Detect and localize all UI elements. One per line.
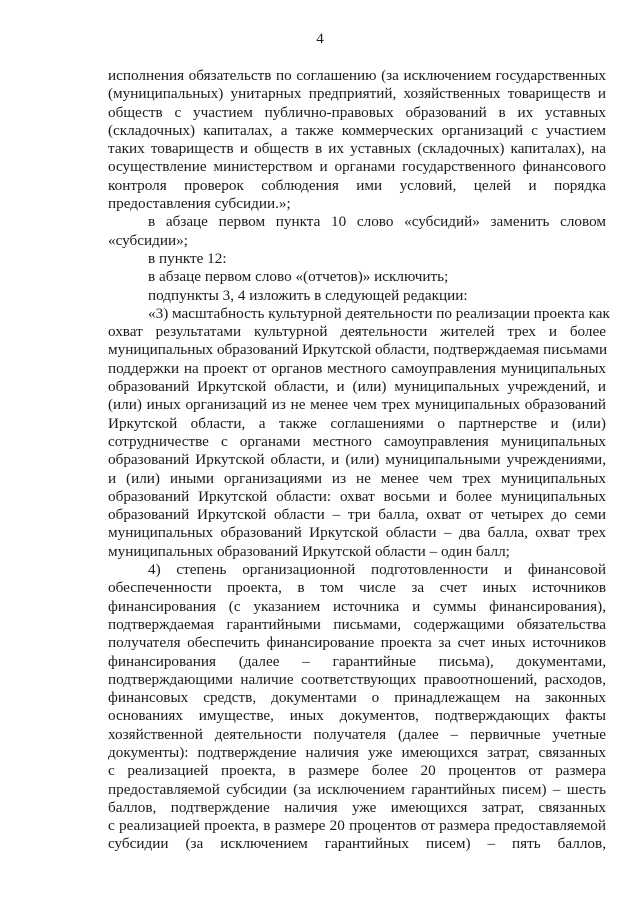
text-line: поддержки на проект от органов местного самоуправления муниципальных [108, 359, 606, 377]
text-line: образований Иркутской области, и (или) муниципальными учреждениями, [108, 451, 606, 469]
text-line: подпункты 3, 4 изложить в следующей редакции: [148, 286, 468, 304]
document-body [108, 67, 610, 854]
text-line: 4) степень организационной подготовленности и финансовой [148, 561, 606, 579]
text-line: «субсидии»; [108, 231, 188, 249]
text-line: Иркутской области, а также соглашениями о партнерстве и (или) [108, 414, 606, 432]
text-line: образований Иркутской области, и (или) муниципальных учреждений, и [108, 378, 606, 396]
text-line: получателя обеспечить финансирование проекта за счет иных источников [108, 634, 606, 652]
text-line: подтверждающими наличие соответствующих правоотношений, расходов, [108, 670, 606, 688]
text-line: «3) масштабность культурной деятельности по реализации проекта как [148, 304, 610, 322]
text-line: предоставления субсидии.»; [108, 195, 291, 213]
text-line: (муниципальных) унитарных предприятий, хозяйственных товариществ и [108, 85, 606, 103]
text-line: финансирования (с указанием источника и суммы финансирования), [108, 597, 606, 615]
text-line: (складочных) капиталах, а также коммерческих организаций с участием [108, 121, 606, 139]
text-line: предоставляемой субсидии (за исключением гарантийных писем) – шесть [108, 780, 606, 798]
page-number: 4 [316, 31, 324, 47]
text-line: с реализацией проекта, в размере 20 процентов от размера предоставляемой [108, 817, 606, 835]
text-line: муниципальных образований Иркутской области – два балла, охват трех [108, 524, 606, 542]
text-line: документы): подтверждение наличия уже имеющихся затрат, связанных [108, 743, 606, 761]
text-line: финансовых средств, документами о принадлежащем на законных [108, 689, 606, 707]
text-line: контроля проверок соблюдения ими условий, целей и порядка [108, 176, 606, 194]
text-line: в абзаце первом слово «(отчетов)» исключить; [148, 268, 449, 286]
text-line: баллов, подтверждение наличия уже имеющихся затрат, связанных [108, 798, 606, 816]
text-line: с реализацией проекта, в размере более 20 процентов от размера [108, 762, 606, 780]
text-line: муниципальных образований Иркутской области – один балл; [108, 542, 510, 560]
text-line: охват результатами культурной деятельности жителей трех и более [108, 323, 606, 341]
text-line: исполнения обязательств по соглашению (за исключением государственных [108, 67, 606, 84]
text-line: в пункте 12: [148, 249, 227, 267]
text-line: основаниях имуществе, иных документов, подтверждающих факты [108, 707, 606, 725]
text-line: муниципальных образований Иркутской области, подтверждаемая письмами [108, 341, 608, 359]
text-line: осуществление министерством и органами государственного финансового [108, 158, 606, 176]
text-line: сотрудничестве с органами местного самоуправления муниципальных [108, 432, 606, 450]
text-line: субсидии (за исключением гарантийных писем) – пять баллов, [108, 835, 606, 853]
text-line: финансирования (далее – гарантийные письма), документами, [108, 652, 606, 670]
text-line: в абзаце первом пункта 10 слово «субсидий» заменить словом [148, 213, 606, 231]
text-line: и (или) иными организациями из не менее чем трех муниципальных [108, 469, 606, 487]
text-line: таких товариществ и обществ в их уставных (складочных) капиталах), на [108, 140, 606, 158]
text-line: обществ с участием публично-правовых образований в их уставных [108, 103, 606, 121]
text-line: подтверждаемая гарантийными письмами, содержащими обязательства [108, 615, 606, 633]
text-line: (или) иных организаций из не менее чем трех муниципальных образований [108, 396, 606, 414]
text-line: хозяйственной деятельности получателя (далее – первичные учетные [108, 725, 606, 743]
text-line: образований Иркутской области: охват восьми и более муниципальных [108, 487, 606, 505]
text-line: обеспеченности проекта, в том числе за счет иных источников [108, 579, 606, 597]
text-line: образований Иркутской области – три балла, охват от четырех до семи [108, 506, 606, 524]
